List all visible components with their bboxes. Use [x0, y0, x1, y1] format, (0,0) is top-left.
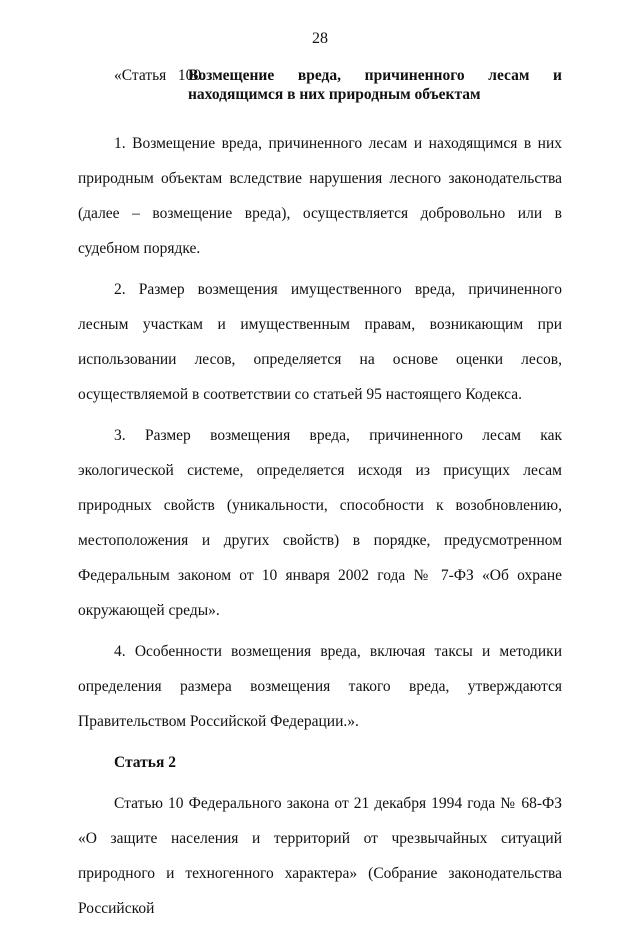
document-body [78, 66, 562, 932]
article-100-title [188, 66, 562, 104]
article-100-prefix: «Статья 100. [114, 67, 206, 84]
paragraph-4: 4. Особенности возмещения вреда, включая таксы и методики определения размера возмещения такого вреда, утверждаются Правительством Российской Федерации.». [78, 643, 562, 730]
article-100-title-line-2: находящимся в них природным объектам [188, 86, 481, 103]
paragraph-1: 1. Возмещение вреда, причиненного лесам и находящимся в них природным объектам вследствие нарушения лесного законодательства (далее – возмещение вреда), осуществляется добровольно или в судебном порядке. [78, 135, 562, 257]
page-number: 28 [312, 30, 328, 47]
article-2-label: Статья 2 [114, 754, 176, 771]
paragraph-2: 2. Размер возмещения имущественного вреда, причиненного лесным участкам и имущественным правам, возникающим при использовании лесов, определяется на основе оценки лесов, осуществляемой в соответствии со статьей 95 настоящего Кодекса. [78, 281, 562, 403]
article-100-title-line-1: Возмещение вреда, причиненного лесам и [188, 67, 562, 84]
article-2-text: Статью 10 Федерального закона от 21 декабря 1994 года № 68-ФЗ «О защите населения и территорий от чрезвычайных ситуаций природного и техногенного характера» (Собрание законодательства Российской [78, 795, 562, 917]
paragraph-3: 3. Размер возмещения вреда, причиненного лесам как экологической системе, определяется исходя из присущих лесам природных свойств (уникальности, способности к возобновлению, местоположения и других свойств) в порядке, предусмотренном Федеральным законом от 10 января 2002 года № 7-ФЗ «Об охране окружающей среды». [78, 427, 562, 619]
article-100-heading [78, 66, 562, 104]
